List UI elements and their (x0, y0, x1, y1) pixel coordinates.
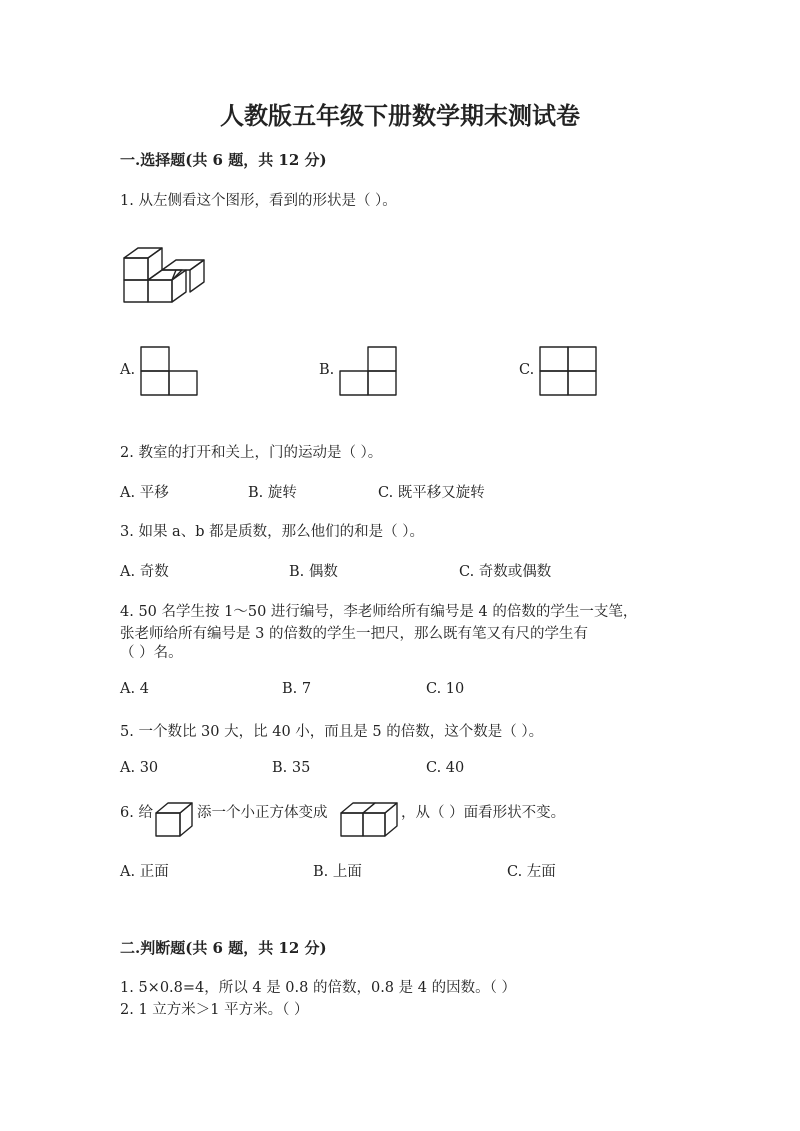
q2-option-b: B. 旋转 (248, 485, 297, 501)
q1-option-a-label: A. (120, 362, 136, 378)
q6-small-cube-figure (155, 801, 193, 837)
q4-option-a: A. 4 (120, 681, 149, 697)
q6-option-b: B. 上面 (313, 864, 362, 880)
question-6-text-start: 6. 给 (120, 805, 153, 821)
q2-option-a: A. 平移 (120, 485, 169, 501)
q2-option-c: C. 既平移又旋转 (378, 485, 485, 501)
question-4-line-1: 4. 50 名学生按 1～50 进行编号，李老师给所有编号是 4 的倍数的学生一支笔， (120, 604, 638, 620)
question-1-text: 1. 从左侧看这个图形，看到的形状是（ ）。 (120, 193, 397, 209)
question-5-text: 5. 一个数比 30 大，比 40 小，而且是 5 的倍数，这个数是（ ）。 (120, 724, 544, 740)
q1-option-b-figure (340, 347, 397, 396)
page-title: 人教版五年级下册数学期末测试卷 (220, 101, 580, 130)
q3-option-b: B. 偶数 (289, 564, 338, 580)
q5-option-c: C. 40 (426, 760, 465, 776)
question-2-text: 2. 教室的打开和关上，门的运动是（ ）。 (120, 445, 383, 461)
q6-option-c: C. 左面 (507, 864, 556, 880)
question-3-text: 3. 如果 a、b 都是质数，那么他们的和是（ ）。 (120, 524, 424, 540)
q3-option-c: C. 奇数或偶数 (459, 564, 552, 580)
q6-combined-cube-figure (340, 801, 400, 837)
q1-option-b-label: B. (319, 362, 335, 378)
q3-option-a: A. 奇数 (120, 564, 169, 580)
q4-option-c: C. 10 (426, 681, 465, 697)
section-heading-judgment: 二.判断题(共 6 题，共 12 分) (120, 939, 327, 957)
q4-option-b: B. 7 (282, 681, 312, 697)
q1-cube-figure (124, 244, 208, 302)
q1-option-c-figure (540, 347, 597, 396)
q6-option-a: A. 正面 (120, 864, 169, 880)
question-6-text-middle: 添一个小正方体变成 (197, 805, 328, 821)
judgment-question-2: 2. 1 立方米＞1 平方米。（ ） (120, 1002, 309, 1018)
section-heading-choice: 一.选择题(共 6 题，共 12 分) (120, 151, 327, 169)
q1-option-c-label: C. (519, 362, 535, 378)
question-6-text-end: ，从（ ）面看形状不变。 (401, 805, 566, 821)
q5-option-b: B. 35 (272, 760, 311, 776)
q1-option-a-figure (141, 347, 198, 396)
q5-option-a: A. 30 (120, 760, 159, 776)
question-4-line-2: 张老师给所有编号是 3 的倍数的学生一把尺，那么既有笔又有尺的学生有 (120, 626, 588, 642)
judgment-question-1: 1. 5×0.8=4，所以 4 是 0.8 的倍数，0.8 是 4 的因数。（ ） (120, 980, 516, 996)
question-4-line-3: （ ）名。 (120, 645, 183, 661)
